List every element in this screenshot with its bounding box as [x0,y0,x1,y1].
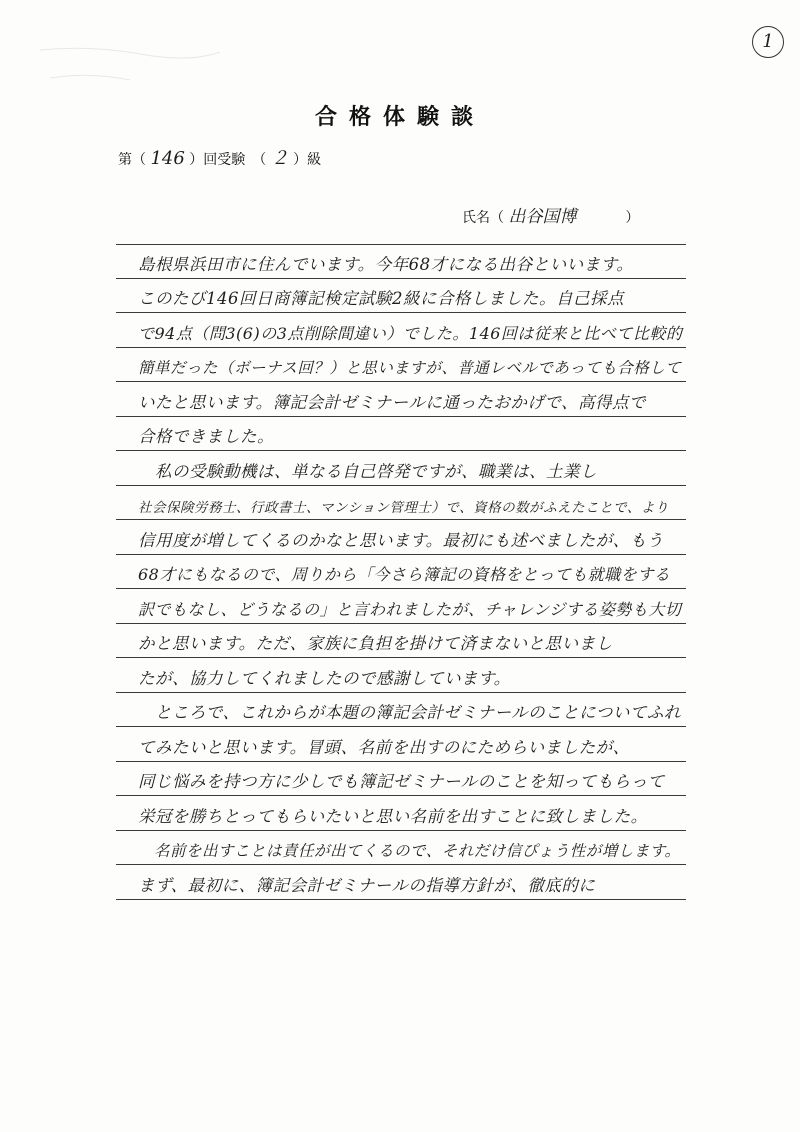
essay-line: 簡単だった（ボーナス回？）と思いますが、普通レベルであっても合格して [116,348,686,383]
essay-line: たが、協力してくれましたので感謝しています。 [116,658,686,693]
essay-line: 社会保険労務士、行政書士、マンション管理士）で、資格の数がふえたことで、より [116,486,686,521]
page-number-text: 1 [762,31,774,52]
essay-line: 訳でもなし、どうなるの」と言われましたが、チャレンジする姿勢も大切 [116,589,686,624]
exam-session-number: 146 [150,148,185,169]
essay-line: で94点（問3(6)の3点削除間違い）でした。146回は従来と比べて比較的 [116,313,686,348]
essay-line: まず、最初に、簿記会計ゼミナールの指導方針が、徹底的に [116,865,686,900]
name-close-paren: ） [625,210,640,226]
essay-body [116,244,686,900]
name-info-line [462,202,639,227]
essay-line: いたと思います。簿記会計ゼミナールに通ったおかげで、高得点で [116,382,686,417]
essay-line: 合格できました。 [116,417,686,452]
essay-line: 島根県浜田市に住んでいます。今年68才になる出谷といいます。 [116,244,686,279]
page-number-circle [752,26,784,58]
essay-line: 68才にもなるので、周りから「今さら簿記の資格をとっても就職をする [116,555,686,590]
exam-info-line [118,144,321,170]
name-label: 氏名（ [462,210,504,226]
exam-middle-label: ）回受験 （ [189,152,267,168]
scan-smudge-mark [30,40,230,90]
exam-grade-number: ２ [270,148,289,169]
essay-line: てみたいと思います。冒頭、名前を出すのにためらいましたが、 [116,727,686,762]
name-value: 出谷国博 [508,207,577,227]
essay-line: 信用度が増してくるのかなと思います。最初にも述べましたが、もう [116,520,686,555]
exam-suffix-label: ）級 [293,152,322,168]
essay-line: 名前を出すことは責任が出てくるので、それだけ信ぴょう性が増します。 [116,831,686,866]
essay-line: ところで、これからが本題の簿記会計ゼミナールのことについてふれ [116,693,686,728]
essay-line: 同じ悩みを持つ方に少しでも簿記ゼミナールのことを知ってもらって [116,762,686,797]
essay-line: 栄冠を勝ちとってもらいたいと思い名前を出すことに致しました。 [116,796,686,831]
page-title: 合格体験談 [314,105,485,130]
exam-prefix-label: 第（ [118,152,146,168]
essay-line: 私の受験動機は、単なる自己啓発ですが、職業は、土業し [116,451,686,486]
essay-line: かと思います。ただ、家族に負担を掛けて済まないと思いまし [116,624,686,659]
essay-line: このたび146回日商簿記検定試験2級に合格しました。自己採点 [116,279,686,314]
